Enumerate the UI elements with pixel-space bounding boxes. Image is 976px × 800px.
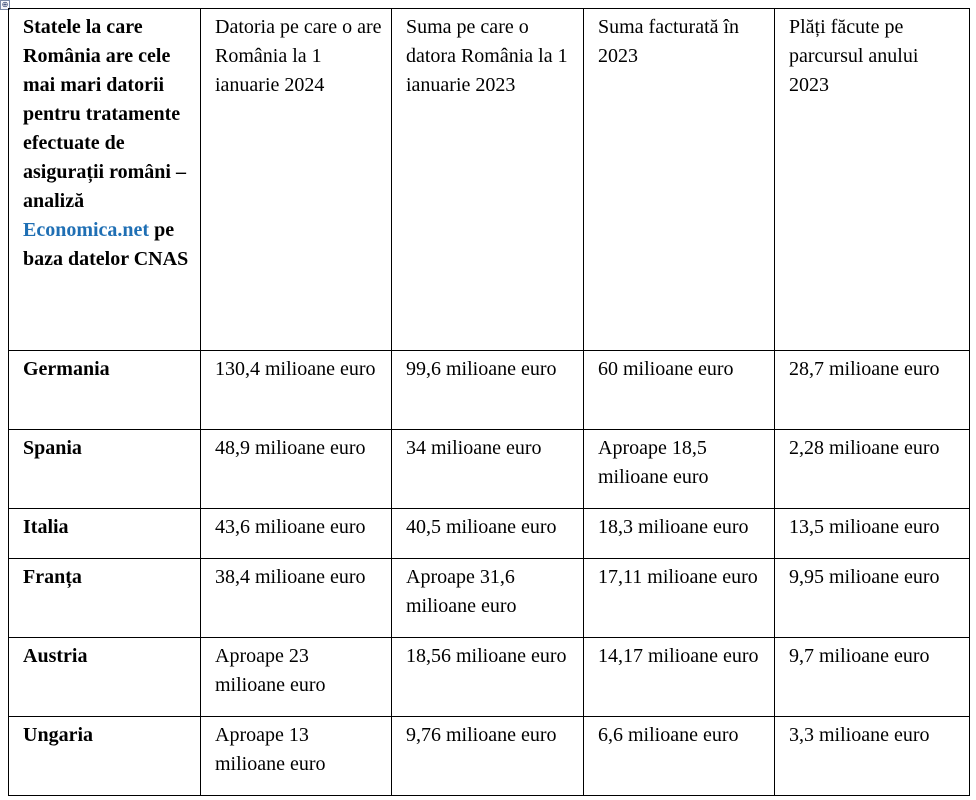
table-row <box>9 559 970 638</box>
debt-2023-cell: Aproape 31,6 milioane euro <box>392 559 584 638</box>
invoiced-2023-cell: 18,3 milioane euro <box>584 509 775 559</box>
debt-2024-cell: 38,4 milioane euro <box>201 559 392 638</box>
country-cell: Austria <box>9 638 201 717</box>
debt-2024-cell: 48,9 milioane euro <box>201 430 392 509</box>
debt-2023-cell: 99,6 milioane euro <box>392 351 584 430</box>
header-cell-debt-2023: Suma pe care o datora România la 1 ianuarie 2023 <box>392 9 584 351</box>
country-cell: Spania <box>9 430 201 509</box>
country-cell: Italia <box>9 509 201 559</box>
debt-2023-cell: 40,5 milioane euro <box>392 509 584 559</box>
debt-2024-cell: Aproape 13 milioane euro <box>201 717 392 796</box>
country-cell: Franța <box>9 559 201 638</box>
debt-2023-cell: 34 milioane euro <box>392 430 584 509</box>
paid-2023-cell: 9,95 milioane euro <box>775 559 970 638</box>
debts-table <box>8 8 970 796</box>
header-country-text-2: pe baza datelor CNAS <box>23 219 189 270</box>
invoiced-2023-cell: Aproape 18,5 milioane euro <box>584 430 775 509</box>
paid-2023-cell: 28,7 milioane euro <box>775 351 970 430</box>
table-row <box>9 351 970 430</box>
header-cell-paid-2023: Plăți făcute pe parcursul anului 2023 <box>775 9 970 351</box>
invoiced-2023-cell: 17,11 milioane euro <box>584 559 775 638</box>
table-row <box>9 509 970 559</box>
header-cell-debt-2024: Datoria pe care o are România la 1 ianuarie 2024 <box>201 9 392 351</box>
debt-2023-cell: 9,76 milioane euro <box>392 717 584 796</box>
paid-2023-cell: 2,28 milioane euro <box>775 430 970 509</box>
header-cell-country <box>9 9 201 351</box>
debt-2024-cell: 43,6 milioane euro <box>201 509 392 559</box>
invoiced-2023-cell: 60 milioane euro <box>584 351 775 430</box>
country-cell: Ungaria <box>9 717 201 796</box>
header-cell-invoiced-2023: Suma facturată în 2023 <box>584 9 775 351</box>
paid-2023-cell: 9,7 milioane euro <box>775 638 970 717</box>
header-country-text-1: Statele la care România are cele mai mari datorii pentru tratamente efectuate de asigurații români – analiză <box>23 16 186 212</box>
paid-2023-cell: 3,3 milioane euro <box>775 717 970 796</box>
debt-2023-cell: 18,56 milioane euro <box>392 638 584 717</box>
economica-net-link[interactable]: Economica.net <box>23 219 150 241</box>
table-row <box>9 717 970 796</box>
paid-2023-cell: 13,5 milioane euro <box>775 509 970 559</box>
invoiced-2023-cell: 14,17 milioane euro <box>584 638 775 717</box>
table-move-handle-icon[interactable]: ⊕ <box>1 0 9 9</box>
table-row <box>9 430 970 509</box>
table-header-row <box>9 9 970 351</box>
invoiced-2023-cell: 6,6 milioane euro <box>584 717 775 796</box>
debt-2024-cell: 130,4 milioane euro <box>201 351 392 430</box>
table-row <box>9 638 970 717</box>
country-cell: Germania <box>9 351 201 430</box>
debt-2024-cell: Aproape 23 milioane euro <box>201 638 392 717</box>
